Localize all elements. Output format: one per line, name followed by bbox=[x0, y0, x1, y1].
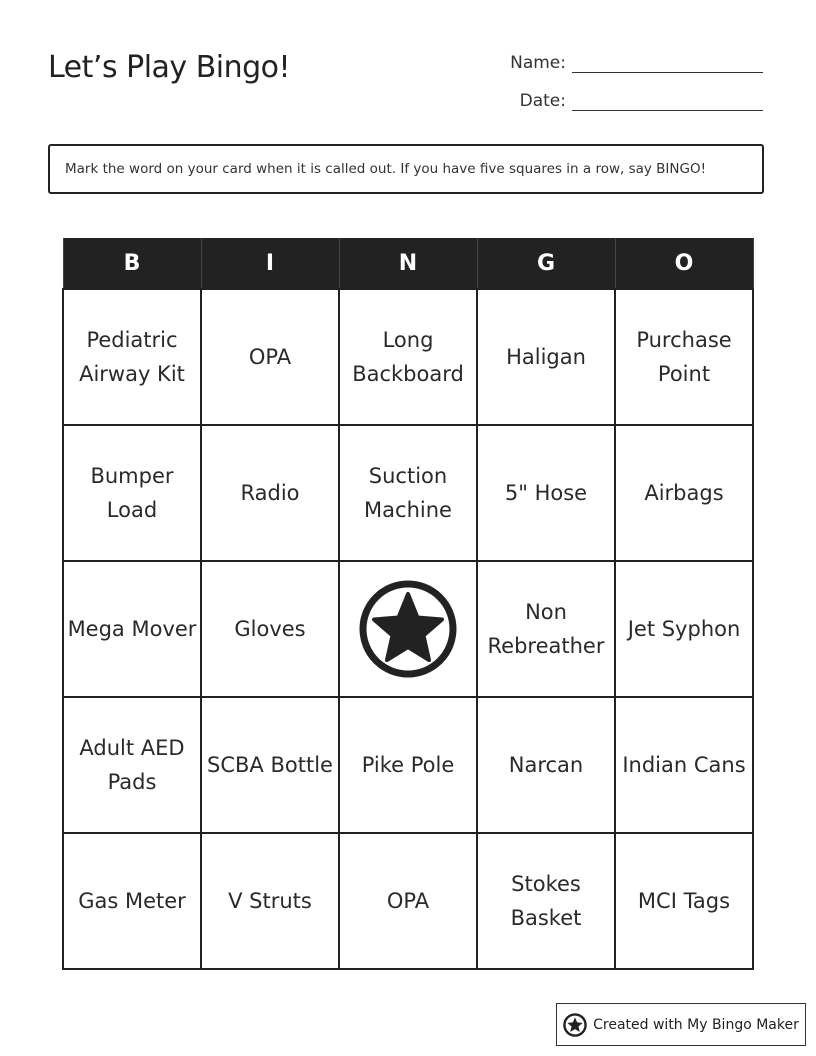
bingo-row bbox=[63, 561, 753, 697]
created-with-text: Created with My Bingo Maker bbox=[593, 1016, 799, 1033]
bingo-card bbox=[62, 238, 754, 970]
column-header-n: N bbox=[339, 238, 477, 289]
bingo-cell[interactable]: Suction Machine bbox=[339, 425, 477, 561]
date-field bbox=[506, 90, 763, 111]
column-header-g: G bbox=[477, 238, 615, 289]
bingo-cell[interactable]: Jet Syphon bbox=[615, 561, 753, 697]
bingo-cell[interactable]: Pike Pole bbox=[339, 697, 477, 833]
bingo-cell[interactable]: Haligan bbox=[477, 289, 615, 425]
instructions-box bbox=[48, 144, 764, 194]
created-with-badge[interactable] bbox=[556, 1003, 806, 1046]
bingo-cell[interactable]: 5" Hose bbox=[477, 425, 615, 561]
date-label: Date: bbox=[519, 91, 566, 111]
bingo-row bbox=[63, 833, 753, 969]
column-header-b: B bbox=[63, 238, 201, 289]
bingo-cell[interactable]: Airbags bbox=[615, 425, 753, 561]
bingo-cell[interactable]: Purchase Point bbox=[615, 289, 753, 425]
column-header-o: O bbox=[615, 238, 753, 289]
bingo-row bbox=[63, 697, 753, 833]
column-header-i: I bbox=[201, 238, 339, 289]
name-input-line[interactable] bbox=[572, 52, 763, 73]
star-circle-icon bbox=[563, 1013, 587, 1037]
bingo-cell[interactable]: Narcan bbox=[477, 697, 615, 833]
bingo-header-row bbox=[63, 238, 753, 289]
bingo-cell[interactable]: Long Backboard bbox=[339, 289, 477, 425]
bingo-cell[interactable]: OPA bbox=[201, 289, 339, 425]
bingo-cell[interactable]: SCBA Bottle bbox=[201, 697, 339, 833]
bingo-row bbox=[63, 289, 753, 425]
bingo-cell[interactable]: Mega Mover bbox=[63, 561, 201, 697]
bingo-cell[interactable]: V Struts bbox=[201, 833, 339, 969]
bingo-cell[interactable]: OPA bbox=[339, 833, 477, 969]
bingo-cell[interactable]: Non Rebreather bbox=[477, 561, 615, 697]
star-circle-icon bbox=[358, 579, 458, 679]
bingo-cell[interactable]: MCI Tags bbox=[615, 833, 753, 969]
instructions-text: Mark the word on your card when it is called out. If you have five squares in a row, say BINGO! bbox=[65, 161, 707, 177]
bingo-cell[interactable]: Pediatric Airway Kit bbox=[63, 289, 201, 425]
bingo-row bbox=[63, 425, 753, 561]
bingo-cell[interactable]: Radio bbox=[201, 425, 339, 561]
bingo-cell[interactable]: Bumper Load bbox=[63, 425, 201, 561]
bingo-cell[interactable]: Adult AED Pads bbox=[63, 697, 201, 833]
bingo-cell[interactable]: Indian Cans bbox=[615, 697, 753, 833]
name-field bbox=[506, 52, 763, 73]
bingo-cell[interactable]: Gas Meter bbox=[63, 833, 201, 969]
date-input-line[interactable] bbox=[572, 90, 763, 111]
free-space-cell[interactable] bbox=[339, 561, 477, 697]
page-title: Let’s Play Bingo! bbox=[48, 50, 291, 85]
name-label: Name: bbox=[510, 53, 566, 73]
bingo-cell[interactable]: Stokes Basket bbox=[477, 833, 615, 969]
bingo-cell[interactable]: Gloves bbox=[201, 561, 339, 697]
